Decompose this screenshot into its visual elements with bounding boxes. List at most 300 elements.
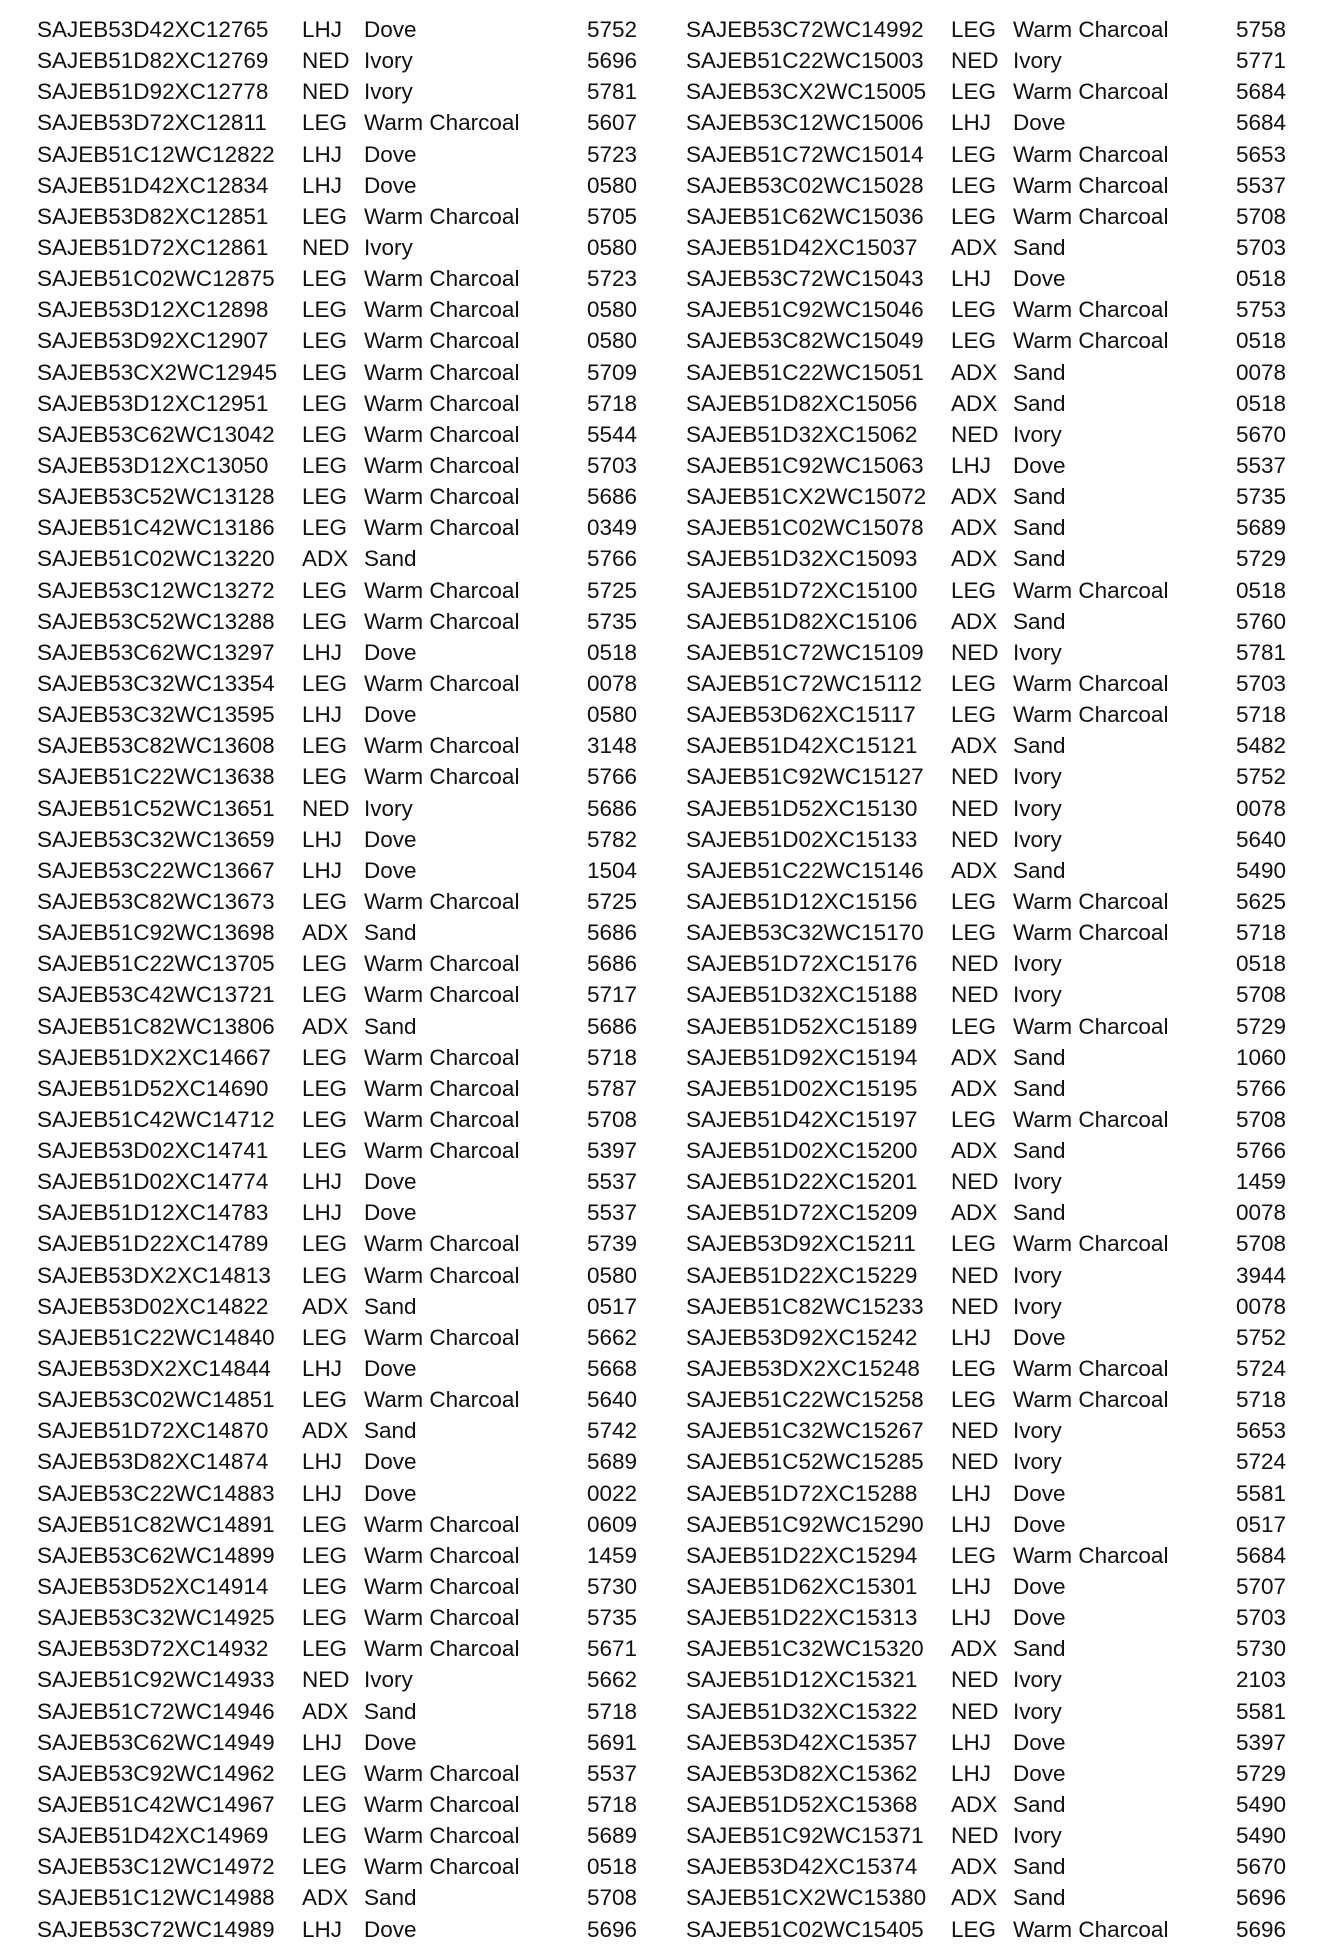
vin-cell: SAJEB53D02XC14822 bbox=[37, 1293, 269, 1319]
number-cell: 2103 bbox=[1236, 1667, 1287, 1693]
color-cell: Warm Charcoal bbox=[364, 390, 520, 416]
number-cell: 5718 bbox=[1236, 702, 1287, 728]
number-cell: 5752 bbox=[587, 17, 638, 42]
number-cell: 0580 bbox=[587, 172, 638, 198]
trim-code-cell: LHJ bbox=[951, 1480, 992, 1506]
vin-cell: SAJEB51C92WC15371 bbox=[686, 1823, 924, 1849]
color-cell: Sand bbox=[1013, 1075, 1066, 1101]
trim-code-cell: LHJ bbox=[951, 266, 992, 292]
trim-code-cell: ADX bbox=[951, 234, 998, 260]
trim-code-cell: NED bbox=[951, 1823, 999, 1849]
trim-code-cell: LHJ bbox=[951, 1760, 992, 1786]
trim-code-cell: LEG bbox=[302, 1605, 348, 1631]
vin-cell: SAJEB51C22WC13638 bbox=[37, 764, 275, 790]
vin-cell: SAJEB51D62XC15301 bbox=[686, 1574, 918, 1600]
vin-cell: SAJEB51D72XC15176 bbox=[686, 951, 918, 977]
vin-cell: SAJEB53D42XC12765 bbox=[37, 17, 269, 42]
trim-code-cell: ADX bbox=[951, 1138, 998, 1164]
trim-code-cell: LEG bbox=[302, 203, 348, 229]
number-cell: 5537 bbox=[1236, 172, 1287, 198]
trim-code-cell: LEG bbox=[302, 515, 348, 541]
number-cell: 5758 bbox=[1236, 17, 1287, 42]
vin-cell: SAJEB51C92WC15063 bbox=[686, 452, 924, 478]
trim-code-cell: NED bbox=[951, 982, 999, 1008]
trim-code-cell: LEG bbox=[302, 328, 348, 354]
trim-code-cell: LHJ bbox=[302, 141, 343, 167]
color-cell: Sand bbox=[1013, 733, 1066, 759]
number-cell: 5625 bbox=[1236, 888, 1287, 914]
trim-code-cell: LEG bbox=[302, 608, 348, 634]
trim-code-cell: LHJ bbox=[302, 1916, 343, 1942]
color-cell: Warm Charcoal bbox=[364, 297, 520, 323]
number-cell: 5718 bbox=[587, 390, 638, 416]
color-cell: Ivory bbox=[1013, 826, 1062, 852]
color-cell: Dove bbox=[1013, 266, 1066, 292]
color-cell: Warm Charcoal bbox=[364, 1511, 520, 1537]
number-cell: 5707 bbox=[1236, 1574, 1287, 1600]
number-cell: 5686 bbox=[587, 484, 638, 510]
color-cell: Dove bbox=[364, 1356, 417, 1382]
vin-cell: SAJEB51C32WC15320 bbox=[686, 1636, 924, 1662]
trim-code-cell: LEG bbox=[302, 110, 348, 136]
trim-code-cell: NED bbox=[951, 421, 999, 447]
number-cell: 5684 bbox=[1236, 110, 1287, 136]
trim-code-cell: ADX bbox=[951, 857, 998, 883]
vin-cell: SAJEB51D02XC14774 bbox=[37, 1169, 269, 1195]
color-cell: Warm Charcoal bbox=[364, 1854, 520, 1880]
color-cell: Sand bbox=[364, 546, 417, 572]
number-cell: 5708 bbox=[587, 1885, 638, 1911]
color-cell: Warm Charcoal bbox=[364, 1760, 520, 1786]
number-cell: 0078 bbox=[1236, 795, 1287, 821]
color-cell: Dove bbox=[1013, 1760, 1066, 1786]
trim-code-cell: LEG bbox=[302, 1854, 348, 1880]
number-cell: 5537 bbox=[587, 1200, 638, 1226]
trim-code-cell: LEG bbox=[951, 1916, 997, 1942]
color-cell: Dove bbox=[364, 639, 417, 665]
color-cell: Sand bbox=[1013, 1636, 1066, 1662]
trim-code-cell: LEG bbox=[302, 266, 348, 292]
vin-cell: SAJEB51D52XC14690 bbox=[37, 1075, 269, 1101]
vin-cell: SAJEB53C82WC13608 bbox=[37, 733, 275, 759]
vin-cell: SAJEB53C72WC14989 bbox=[37, 1916, 275, 1942]
color-cell: Ivory bbox=[1013, 639, 1062, 665]
vin-cell: SAJEB51D02XC15195 bbox=[686, 1075, 918, 1101]
trim-code-cell: ADX bbox=[951, 359, 998, 385]
number-cell: 5708 bbox=[1236, 1231, 1287, 1257]
number-cell: 5662 bbox=[587, 1324, 638, 1350]
trim-code-cell: NED bbox=[951, 1698, 999, 1724]
trim-code-cell: LEG bbox=[302, 1823, 348, 1849]
vin-cell: SAJEB53DX2XC14813 bbox=[37, 1262, 271, 1288]
number-cell: 5696 bbox=[587, 48, 638, 74]
number-cell: 5684 bbox=[1236, 79, 1287, 105]
vin-cell: SAJEB51C92WC15046 bbox=[686, 297, 924, 323]
trim-code-cell: LEG bbox=[951, 670, 997, 696]
color-cell: Warm Charcoal bbox=[364, 266, 520, 292]
vin-cell: SAJEB51D22XC14789 bbox=[37, 1231, 269, 1257]
trim-code-cell: NED bbox=[951, 1293, 999, 1319]
trim-code-cell: LEG bbox=[302, 1574, 348, 1600]
trim-code-cell: LEG bbox=[302, 452, 348, 478]
vin-cell: SAJEB51C22WC15051 bbox=[686, 359, 924, 385]
number-cell: 5581 bbox=[1236, 1698, 1287, 1724]
vin-cell: SAJEB51C92WC14933 bbox=[37, 1667, 275, 1693]
vin-cell: SAJEB51C02WC12875 bbox=[37, 266, 275, 292]
color-cell: Ivory bbox=[1013, 982, 1062, 1008]
vin-cell: SAJEB51D82XC15106 bbox=[686, 608, 918, 634]
vin-cell: SAJEB51D02XC15133 bbox=[686, 826, 918, 852]
vin-cell: SAJEB51C82WC14891 bbox=[37, 1511, 275, 1537]
color-cell: Sand bbox=[1013, 1885, 1066, 1911]
color-cell: Warm Charcoal bbox=[364, 1075, 520, 1101]
number-cell: 5397 bbox=[587, 1138, 638, 1164]
trim-code-cell: ADX bbox=[951, 608, 998, 634]
number-cell: 5782 bbox=[587, 826, 638, 852]
trim-code-cell: ADX bbox=[951, 515, 998, 541]
color-cell: Warm Charcoal bbox=[1013, 670, 1169, 696]
vin-cell: SAJEB53C12WC15006 bbox=[686, 110, 924, 136]
vin-cell: SAJEB53C22WC14883 bbox=[37, 1480, 275, 1506]
trim-code-cell: LEG bbox=[302, 764, 348, 790]
color-cell: Warm Charcoal bbox=[364, 359, 520, 385]
number-cell: 0518 bbox=[1236, 390, 1287, 416]
number-cell: 0022 bbox=[587, 1480, 638, 1506]
number-cell: 5709 bbox=[587, 359, 638, 385]
trim-code-cell: NED bbox=[302, 1667, 350, 1693]
vin-cell: SAJEB53C72WC14992 bbox=[686, 17, 924, 42]
vin-cell: SAJEB51C22WC15003 bbox=[686, 48, 924, 74]
color-cell: Ivory bbox=[1013, 795, 1062, 821]
vin-cell: SAJEB53D02XC14741 bbox=[37, 1138, 269, 1164]
vin-cell: SAJEB51D72XC14870 bbox=[37, 1418, 269, 1444]
number-cell: 5766 bbox=[587, 546, 638, 572]
vin-cell: SAJEB51D22XC15294 bbox=[686, 1542, 918, 1568]
number-cell: 5766 bbox=[1236, 1138, 1287, 1164]
trim-code-cell: ADX bbox=[951, 1885, 998, 1911]
color-cell: Warm Charcoal bbox=[364, 1262, 520, 1288]
vin-cell: SAJEB51D42XC15121 bbox=[686, 733, 918, 759]
vin-cell: SAJEB51D52XC15368 bbox=[686, 1792, 918, 1818]
trim-code-cell: LHJ bbox=[951, 1574, 992, 1600]
trim-code-cell: NED bbox=[951, 1169, 999, 1195]
trim-code-cell: LEG bbox=[302, 1106, 348, 1132]
number-cell: 5718 bbox=[587, 1698, 638, 1724]
color-cell: Warm Charcoal bbox=[364, 951, 520, 977]
color-cell: Ivory bbox=[1013, 1823, 1062, 1849]
trim-code-cell: LHJ bbox=[302, 826, 343, 852]
number-cell: 5735 bbox=[587, 608, 638, 634]
color-cell: Dove bbox=[364, 17, 417, 42]
color-cell: Dove bbox=[1013, 1574, 1066, 1600]
number-cell: 5653 bbox=[1236, 1418, 1287, 1444]
vin-cell: SAJEB53C52WC13128 bbox=[37, 484, 275, 510]
color-cell: Sand bbox=[1013, 1200, 1066, 1226]
color-cell: Warm Charcoal bbox=[1013, 1106, 1169, 1132]
number-cell: 5739 bbox=[587, 1231, 638, 1257]
vin-cell: SAJEB51CX2WC15380 bbox=[686, 1885, 927, 1911]
color-cell: Ivory bbox=[1013, 1293, 1062, 1319]
trim-code-cell: ADX bbox=[302, 1698, 349, 1724]
color-cell: Ivory bbox=[1013, 951, 1062, 977]
number-cell: 5771 bbox=[1236, 48, 1287, 74]
trim-code-cell: LEG bbox=[951, 920, 997, 946]
color-cell: Sand bbox=[1013, 359, 1066, 385]
number-cell: 5729 bbox=[1236, 1760, 1287, 1786]
trim-code-cell: NED bbox=[951, 1418, 999, 1444]
trim-code-cell: LEG bbox=[951, 328, 997, 354]
number-cell: 5718 bbox=[1236, 1387, 1287, 1413]
number-cell: 5717 bbox=[587, 982, 638, 1008]
color-cell: Dove bbox=[1013, 452, 1066, 478]
vin-cell: SAJEB53C02WC15028 bbox=[686, 172, 924, 198]
vin-cell: SAJEB53C92WC14962 bbox=[37, 1760, 275, 1786]
vin-cell: SAJEB51C72WC15109 bbox=[686, 639, 924, 665]
trim-code-cell: LEG bbox=[302, 1044, 348, 1070]
trim-code-cell: LEG bbox=[302, 670, 348, 696]
trim-code-cell: LEG bbox=[951, 1387, 997, 1413]
number-cell: 0078 bbox=[587, 670, 638, 696]
color-cell: Warm Charcoal bbox=[1013, 79, 1169, 105]
vin-cell: SAJEB51C02WC13220 bbox=[37, 546, 275, 572]
number-cell: 5703 bbox=[1236, 1605, 1287, 1631]
trim-code-cell: NED bbox=[951, 764, 999, 790]
color-cell: Warm Charcoal bbox=[364, 1636, 520, 1662]
number-cell: 5537 bbox=[587, 1760, 638, 1786]
number-cell: 5729 bbox=[1236, 1013, 1287, 1039]
vin-cell: SAJEB51D22XC15201 bbox=[686, 1169, 918, 1195]
color-cell: Warm Charcoal bbox=[1013, 1013, 1169, 1039]
number-cell: 0518 bbox=[1236, 266, 1287, 292]
vin-cell: SAJEB51D82XC15056 bbox=[686, 390, 918, 416]
vin-cell: SAJEB53C12WC13272 bbox=[37, 577, 275, 603]
color-cell: Dove bbox=[364, 857, 417, 883]
color-cell: Ivory bbox=[1013, 1667, 1062, 1693]
number-cell: 5544 bbox=[587, 421, 638, 447]
vin-cell: SAJEB53D12XC12951 bbox=[37, 390, 269, 416]
color-cell: Sand bbox=[364, 1013, 417, 1039]
vin-cell: SAJEB53C52WC13288 bbox=[37, 608, 275, 634]
trim-code-cell: LHJ bbox=[951, 1511, 992, 1537]
trim-code-cell: LEG bbox=[951, 79, 997, 105]
color-cell: Ivory bbox=[364, 48, 413, 74]
trim-code-cell: ADX bbox=[951, 546, 998, 572]
number-cell: 5766 bbox=[1236, 1075, 1287, 1101]
vin-cell: SAJEB51D82XC12769 bbox=[37, 48, 269, 74]
number-cell: 5537 bbox=[1236, 452, 1287, 478]
vin-cell: SAJEB51D72XC12861 bbox=[37, 234, 269, 260]
number-cell: 5691 bbox=[587, 1729, 638, 1755]
trim-code-cell: LHJ bbox=[302, 857, 343, 883]
number-cell: 5760 bbox=[1236, 608, 1287, 634]
vin-cell: SAJEB51C02WC15078 bbox=[686, 515, 924, 541]
color-cell: Sand bbox=[1013, 1044, 1066, 1070]
color-cell: Warm Charcoal bbox=[364, 577, 520, 603]
vin-cell: SAJEB51C42WC13186 bbox=[37, 515, 275, 541]
trim-code-cell: ADX bbox=[951, 1044, 998, 1070]
number-cell: 0580 bbox=[587, 702, 638, 728]
number-cell: 5752 bbox=[1236, 1324, 1287, 1350]
vin-cell: SAJEB51D22XC15313 bbox=[686, 1605, 918, 1631]
color-cell: Sand bbox=[1013, 546, 1066, 572]
vin-cell: SAJEB53C02WC14851 bbox=[37, 1387, 275, 1413]
number-cell: 5684 bbox=[1236, 1542, 1287, 1568]
number-cell: 5735 bbox=[1236, 484, 1287, 510]
vin-cell: SAJEB53C32WC13659 bbox=[37, 826, 275, 852]
number-cell: 0580 bbox=[587, 234, 638, 260]
color-cell: Warm Charcoal bbox=[1013, 1387, 1169, 1413]
number-cell: 0078 bbox=[1236, 359, 1287, 385]
color-cell: Dove bbox=[1013, 1480, 1066, 1506]
trim-code-cell: LEG bbox=[302, 1760, 348, 1786]
vin-cell: SAJEB51D32XC15062 bbox=[686, 421, 918, 447]
number-cell: 5696 bbox=[587, 1916, 638, 1942]
trim-code-cell: LEG bbox=[951, 577, 997, 603]
color-cell: Sand bbox=[1013, 234, 1066, 260]
number-cell: 5671 bbox=[587, 1636, 638, 1662]
number-cell: 0518 bbox=[587, 639, 638, 665]
vin-cell: SAJEB53D92XC15211 bbox=[686, 1231, 916, 1257]
vin-cell: SAJEB51C92WC15290 bbox=[686, 1511, 924, 1537]
number-cell: 5724 bbox=[1236, 1449, 1287, 1475]
color-cell: Dove bbox=[364, 1480, 417, 1506]
number-cell: 0518 bbox=[1236, 951, 1287, 977]
color-cell: Warm Charcoal bbox=[364, 452, 520, 478]
trim-code-cell: LEG bbox=[302, 1636, 348, 1662]
number-cell: 5696 bbox=[1236, 1916, 1287, 1942]
vin-cell: SAJEB53C42WC13721 bbox=[37, 982, 275, 1008]
color-cell: Ivory bbox=[1013, 421, 1062, 447]
number-cell: 5753 bbox=[1236, 297, 1287, 323]
number-cell: 5670 bbox=[1236, 421, 1287, 447]
vin-cell: SAJEB53C32WC14925 bbox=[37, 1605, 275, 1631]
color-cell: Sand bbox=[364, 1293, 417, 1319]
trim-code-cell: NED bbox=[951, 1262, 999, 1288]
trim-code-cell: LHJ bbox=[302, 702, 343, 728]
vin-cell: SAJEB53CX2WC15005 bbox=[686, 79, 927, 105]
trim-code-cell: LHJ bbox=[302, 172, 343, 198]
number-cell: 5708 bbox=[1236, 1106, 1287, 1132]
color-cell: Dove bbox=[364, 141, 417, 167]
vin-cell: SAJEB51C22WC13705 bbox=[37, 951, 275, 977]
trim-code-cell: ADX bbox=[302, 1293, 349, 1319]
color-cell: Ivory bbox=[364, 1667, 413, 1693]
trim-code-cell: LEG bbox=[951, 1356, 997, 1382]
vin-cell: SAJEB53D82XC12851 bbox=[37, 203, 269, 229]
number-cell: 5735 bbox=[587, 1605, 638, 1631]
color-cell: Warm Charcoal bbox=[364, 670, 520, 696]
vin-cell: SAJEB51D42XC15197 bbox=[686, 1106, 918, 1132]
vin-cell: SAJEB53C22WC13667 bbox=[37, 857, 275, 883]
color-cell: Ivory bbox=[364, 234, 413, 260]
color-cell: Warm Charcoal bbox=[1013, 141, 1169, 167]
trim-code-cell: LEG bbox=[951, 1231, 997, 1257]
number-cell: 5640 bbox=[1236, 826, 1287, 852]
trim-code-cell: ADX bbox=[951, 390, 998, 416]
trim-code-cell: LEG bbox=[302, 1075, 348, 1101]
number-cell: 5686 bbox=[587, 1013, 638, 1039]
vin-cell: SAJEB51D42XC15037 bbox=[686, 234, 918, 260]
trim-code-cell: LEG bbox=[302, 390, 348, 416]
trim-code-cell: LEG bbox=[302, 359, 348, 385]
vin-cell: SAJEB51D92XC15194 bbox=[686, 1044, 918, 1070]
vin-cell: SAJEB53C62WC14949 bbox=[37, 1729, 275, 1755]
trim-code-cell: LEG bbox=[951, 1013, 997, 1039]
color-cell: Warm Charcoal bbox=[364, 1387, 520, 1413]
vin-cell: SAJEB51C12WC14988 bbox=[37, 1885, 275, 1911]
trim-code-cell: LEG bbox=[951, 17, 997, 42]
color-cell: Sand bbox=[364, 1698, 417, 1724]
number-cell: 5705 bbox=[587, 203, 638, 229]
vin-cell: SAJEB51D32XC15093 bbox=[686, 546, 918, 572]
number-cell: 0580 bbox=[587, 297, 638, 323]
number-cell: 0518 bbox=[1236, 577, 1287, 603]
color-cell: Sand bbox=[364, 920, 417, 946]
vin-cell: SAJEB53C12WC14972 bbox=[37, 1854, 275, 1880]
trim-code-cell: LEG bbox=[951, 141, 997, 167]
number-cell: 5490 bbox=[1236, 1823, 1287, 1849]
number-cell: 5752 bbox=[1236, 764, 1287, 790]
color-cell: Warm Charcoal bbox=[1013, 1231, 1169, 1257]
vin-cell: SAJEB53C62WC13297 bbox=[37, 639, 275, 665]
number-cell: 5724 bbox=[1236, 1356, 1287, 1382]
vin-cell: SAJEB51DX2XC14667 bbox=[37, 1044, 271, 1070]
trim-code-cell: LEG bbox=[302, 888, 348, 914]
vin-cell: SAJEB53D42XC15374 bbox=[686, 1854, 918, 1880]
color-cell: Sand bbox=[1013, 390, 1066, 416]
vin-cell: SAJEB53D72XC12811 bbox=[37, 110, 267, 136]
trim-code-cell: NED bbox=[951, 1449, 999, 1475]
vin-cell: SAJEB51CX2WC15072 bbox=[686, 484, 927, 510]
trim-code-cell: LHJ bbox=[951, 1605, 992, 1631]
vin-cell: SAJEB53C32WC15170 bbox=[686, 920, 924, 946]
vin-cell: SAJEB53DX2XC15248 bbox=[686, 1356, 920, 1382]
trim-code-cell: LEG bbox=[302, 1324, 348, 1350]
vin-cell: SAJEB51C12WC12822 bbox=[37, 141, 275, 167]
color-cell: Warm Charcoal bbox=[364, 733, 520, 759]
vin-cell: SAJEB53D72XC14932 bbox=[37, 1636, 269, 1662]
vin-cell: SAJEB51D32XC15188 bbox=[686, 982, 918, 1008]
color-cell: Warm Charcoal bbox=[364, 421, 520, 447]
color-cell: Warm Charcoal bbox=[364, 1542, 520, 1568]
vin-cell: SAJEB51D32XC15322 bbox=[686, 1698, 918, 1724]
color-cell: Warm Charcoal bbox=[364, 1605, 520, 1631]
trim-code-cell: NED bbox=[302, 48, 350, 74]
trim-code-cell: LHJ bbox=[302, 1729, 343, 1755]
color-cell: Dove bbox=[364, 1729, 417, 1755]
number-cell: 5730 bbox=[1236, 1636, 1287, 1662]
trim-code-cell: LHJ bbox=[302, 1480, 343, 1506]
number-cell: 0349 bbox=[587, 515, 638, 541]
trim-code-cell: ADX bbox=[951, 1792, 998, 1818]
number-cell: 5689 bbox=[587, 1449, 638, 1475]
color-cell: Sand bbox=[1013, 1138, 1066, 1164]
number-cell: 5668 bbox=[587, 1356, 638, 1382]
trim-code-cell: ADX bbox=[302, 1885, 349, 1911]
vin-cell: SAJEB51D52XC15189 bbox=[686, 1013, 918, 1039]
color-cell: Warm Charcoal bbox=[1013, 577, 1169, 603]
number-cell: 5787 bbox=[587, 1075, 638, 1101]
trim-code-cell: LEG bbox=[951, 1542, 997, 1568]
trim-code-cell: LEG bbox=[302, 577, 348, 603]
number-cell: 5742 bbox=[587, 1418, 638, 1444]
number-cell: 5607 bbox=[587, 110, 638, 136]
number-cell: 5670 bbox=[1236, 1854, 1287, 1880]
number-cell: 5723 bbox=[587, 266, 638, 292]
vin-cell: SAJEB51C42WC14712 bbox=[37, 1106, 275, 1132]
trim-code-cell: ADX bbox=[951, 1075, 998, 1101]
trim-code-cell: LEG bbox=[302, 1511, 348, 1537]
